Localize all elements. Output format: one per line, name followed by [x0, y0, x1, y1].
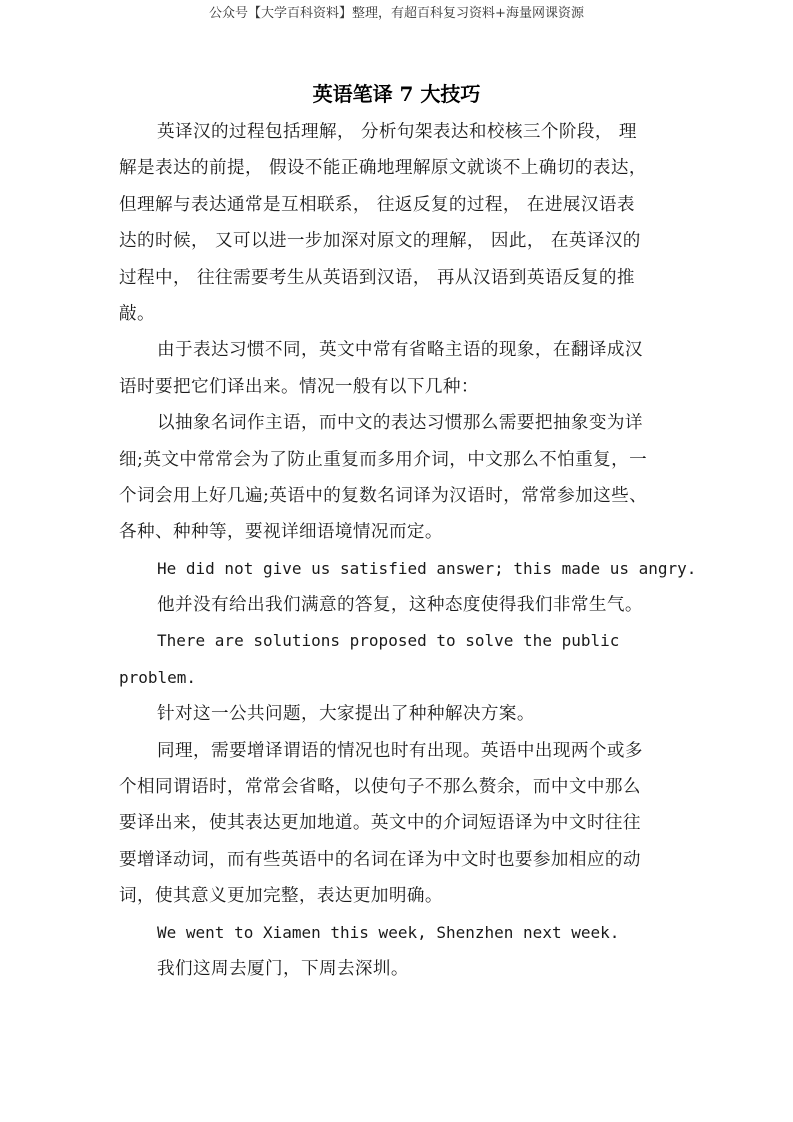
text-line: He did not give us satisfied answer; this made us angry.: [157, 558, 697, 578]
paragraph: [119, 332, 689, 405]
text-line: problem.: [119, 667, 197, 687]
paragraph: [119, 114, 689, 332]
text-line: 但理解与表达通常是互相联系， 往返反复的过程， 在进展汉语表: [119, 194, 635, 215]
text-line: 过程中， 往往需要考生从英语到汉语， 再从汉语到英语反复的推: [119, 267, 635, 288]
document-body: [119, 114, 697, 987]
document-title: 英语笔译 7 大技巧: [312, 82, 481, 106]
text-line: 个相同谓语时，常常会省略，以使句子不那么赘余，而中文中那么: [119, 777, 641, 798]
text-line: 同理，需要增译谓语的情况也时有出现。英语中出现两个或多: [157, 740, 643, 761]
text-line: 以抽象名词作主语，而中文的表达习惯那么需要把抽象变为详: [157, 413, 643, 434]
text-line: 语时要把它们译出来。情况一般有以下几种：: [119, 376, 479, 397]
text-line: 针对这一公共问题，大家提出了种种解决方案。: [157, 704, 535, 725]
text-line: 敲。: [119, 303, 155, 324]
text-line: 英译汉的过程包括理解， 分析句架表达和校核三个阶段， 理: [157, 122, 637, 142]
text-line: 个词会用上好几遍;英语中的复数名词译为汉语时，常常参加这些、: [119, 485, 648, 506]
text-line: 各种、种种等，要视详细语境情况而定。: [119, 522, 443, 543]
text-line: 我们这周去厦门，下周去深圳。: [157, 958, 409, 979]
paragraph: [119, 733, 689, 915]
text-line: We went to Xiamen this week, Shenzhen next week.: [157, 922, 620, 942]
english-example-paragraph: [119, 551, 697, 587]
text-line: 由于表达习惯不同，英文中常有省略主语的现象，在翻译成汉: [157, 340, 643, 361]
english-example-paragraph: [119, 915, 689, 951]
text-line: 达的时候， 又可以进一步加深对原文的理解， 因此， 在英译汉的: [119, 231, 641, 252]
text-line: 他并没有给出我们满意的答复，这种态度使得我们非常生气。: [157, 595, 643, 616]
paragraph: [119, 405, 689, 551]
paragraph: [119, 951, 689, 987]
text-line: 细;英文中常常会为了防止重复而多用介词，中文那么不怕重复，一: [119, 449, 648, 470]
text-line: 要译出来，使其表达更加地道。英文中的介词短语译为中文时往往: [119, 813, 641, 834]
english-example-paragraph: [119, 623, 689, 696]
text-line: There are solutions proposed to solve the public: [157, 631, 620, 651]
page-header: 公众号【大学百科资料】整理，有超百科复习资料+海量网课资源: [209, 6, 584, 21]
paragraph: [119, 696, 689, 732]
text-line: 词，使其意义更加完整，表达更加明确。: [119, 886, 443, 907]
text-line: 解是表达的前提， 假设不能正确地理解原文就谈不上确切的表达，: [119, 158, 647, 179]
paragraph: [119, 587, 689, 623]
text-line: 要增译动词，而有些英语中的名词在译为中文时也要参加相应的动: [119, 849, 641, 870]
